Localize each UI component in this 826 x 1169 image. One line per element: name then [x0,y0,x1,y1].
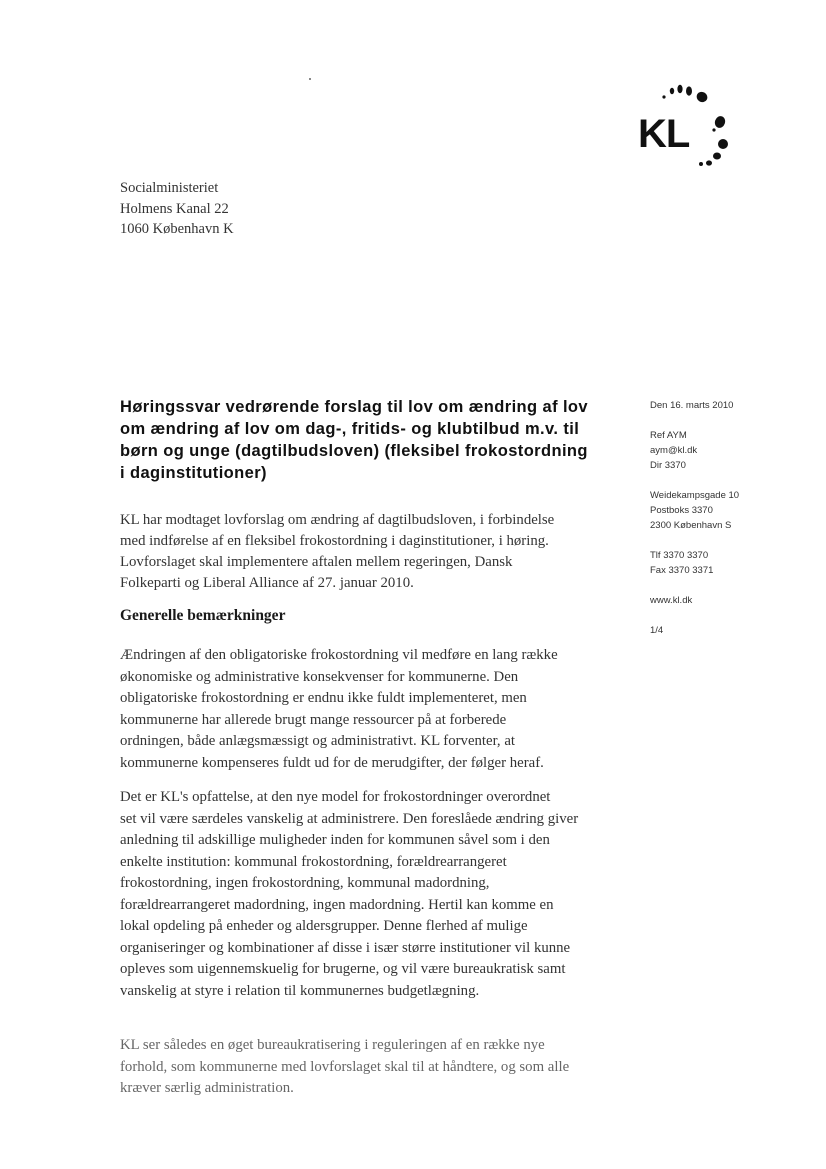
text-line: set vil være særdeles vanskelig at administrere. Den foreslåede ændring giver [120,810,579,827]
text-line: obligatoriske frokostordning er endnu ikke fuldt implementeret, men [120,690,527,706]
text-line: kommunerne kompenseres fuldt ud for de merudgifter, der følger heraf. [120,754,544,771]
paragraph-2 [120,787,640,1002]
text-line: forhold, som kommunerne med lovforslaget skal til at håndtere, og som alle [120,1058,570,1075]
text-line: KL ser således en øget bureaukratisering i reguleringen af en række nye [120,1037,545,1053]
page-number: 1/4 [650,625,664,636]
section-heading: Generelle bemærkninger [120,607,286,624]
text-line: anledning til adskillige muligheder inden for kommunen såvel som i den [120,832,550,848]
text-line: ordningen, både anlægsmæssigt og administrativt. KL forventer, at [120,733,516,749]
text-line: kræver særlig administration. [120,1080,294,1096]
text-line: Ændringen af den obligatoriske frokostordning vil medføre en lang række [120,647,558,663]
text-line: organiseringer og kombinationer af disse i især større institutioner vil kunne [120,939,571,956]
paragraph-1 [120,645,640,774]
letter-title: Høringssvar vedrørende forslag til lov om ændring af lov om ændring af lov om dag-, fritids- og klubtilbud m.v. til børn og unge (dagtilbudsloven) (fleksibel frokostordning i daginstitutioner) [120,398,588,482]
kl-logo [628,78,738,178]
reference: Ref AYM [650,430,687,441]
text-line: kommunerne har allerede brugt mange ressourcer på at forberede [120,711,507,728]
direct-phone: Dir 3370 [650,460,686,471]
postbox: Postboks 3370 [650,505,713,516]
recipient-address [120,178,234,240]
text-line: lokal opdeling på enheder og aldersgrupper. Denne flerhed af mulige [120,918,528,934]
text-line: vanskelig at styre i relation til kommunernes budgetlægning. [120,982,480,999]
letter-date: Den 16. marts 2010 [650,400,734,411]
fax: Fax 3370 3371 [650,565,714,576]
intro-paragraph [120,510,620,594]
postal-city: 2300 København S [650,520,732,531]
text-line: Folkeparti og Liberal Alliance af 27. januar 2010. [120,575,414,591]
recipient-line: 1060 København K [120,221,234,237]
kl-logo-text: KL [638,112,690,156]
text-line: frokostordning, ingen frokostordning, kommunal madordning, [120,875,490,891]
text-line: Det er KL's opfattelse, at den nye model for frokostordninger overordnet [120,789,551,805]
text-line: med indførelse af en fleksibel frokostordning i daginstitutioner, i høring. [120,533,549,549]
text-line: enkelte institution: kommunal frokostordning, forældrearrangeret [120,853,507,870]
text-line: Lovforslaget skal implementere aftalen mellem regeringen, Dansk [120,554,513,570]
telephone: Tlf 3370 3370 [650,550,709,561]
paragraph-3 [120,1035,640,1100]
recipient-line: Holmens Kanal 22 [120,200,229,217]
scan-speck [309,78,311,80]
text-line: økonomiske og administrative konsekvenser for kommunerne. Den [120,668,519,685]
recipient-line: Socialministeriet [120,180,219,196]
text-line: KL har modtaget lovforslag om ændring af dagtilbudsloven, i forbindelse [120,512,555,528]
text-line: forældrearrangeret madordning, ingen madordning. Hertil kan komme en [120,896,554,913]
street-address: Weidekampsgade 10 [650,490,740,501]
website-link[interactable]: www.kl.dk [650,595,693,606]
sender-info-column [650,398,800,638]
email-link[interactable]: aym@kl.dk [650,445,698,456]
text-line: opleves som uigennemskuelig for brugerne, og vil være bureaukratisk samt [120,961,566,977]
